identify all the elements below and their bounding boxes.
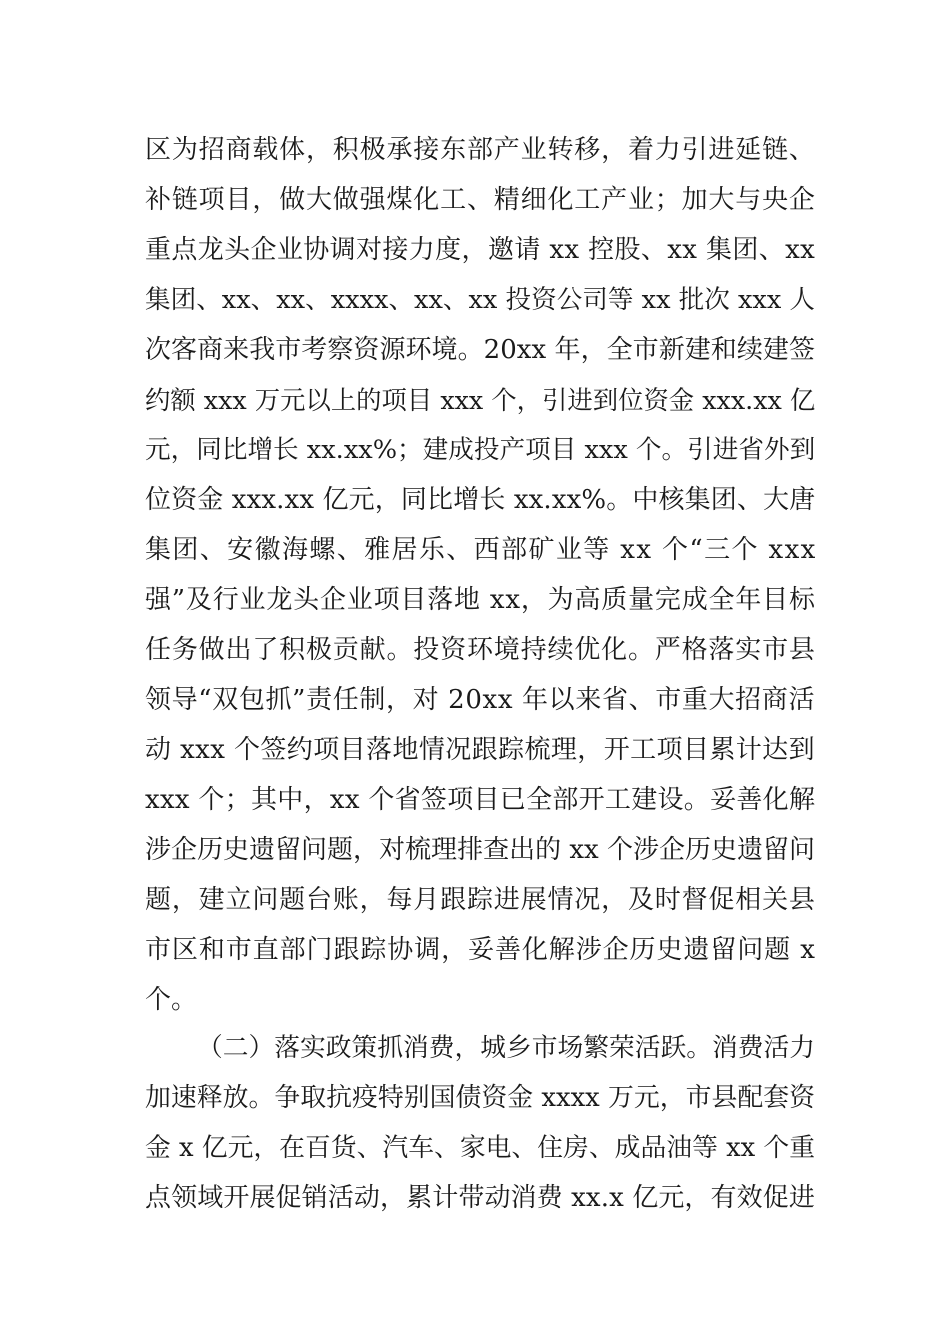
text-line: 次客商来我市考察资源环境。20xx 年，全市新建和续建签 bbox=[145, 335, 815, 365]
section-heading-line: （二）落实政策抓消费，城乡市场繁荣活跃。消费活力 bbox=[197, 1033, 815, 1063]
text-line: 市区和市直部门跟踪协调，妥善化解涉企历史遗留问题 x bbox=[145, 935, 816, 965]
text-line: 金 x 亿元，在百货、汽车、家电、住房、成品油等 xx 个重 bbox=[145, 1133, 815, 1163]
text-line: xxx 个；其中，xx 个省签项目已全部开工建设。妥善化解 bbox=[145, 785, 816, 815]
text-line: 任务做出了积极贡献。投资环境持续优化。严格落实市县 bbox=[145, 635, 816, 665]
text-line: 题，建立问题台账，每月跟踪进展情况，及时督促相关县 bbox=[145, 885, 816, 915]
text-line: 强”及行业龙头企业项目落地 xx，为高质量完成全年目标 bbox=[145, 585, 816, 615]
text-line: 集团、xx、xx、xxxx、xx、xx 投资公司等 xx 批次 xxx 人 bbox=[145, 285, 815, 315]
text-line: 元，同比增长 xx.xx%；建成投产项目 xxx 个。引进省外到 bbox=[145, 435, 816, 465]
text-line: 加速释放。争取抗疫特别国债资金 xxxx 万元，市县配套资 bbox=[145, 1083, 815, 1113]
text-line: 点领域开展促销活动，累计带动消费 xx.x 亿元，有效促进 bbox=[145, 1183, 815, 1213]
text-line: 动 xxx 个签约项目落地情况跟踪梳理，开工项目累计达到 bbox=[145, 735, 815, 765]
text-line: 区为招商载体，积极承接东部产业转移，着力引进延链、 bbox=[145, 135, 816, 165]
body-paragraph-1 bbox=[145, 125, 815, 1025]
text-line: 集团、安徽海螺、雅居乐、西部矿业等 xx 个“三个 xxx bbox=[145, 535, 817, 565]
text-line: 领导“双包抓”责任制，对 20xx 年以来省、市重大招商活 bbox=[145, 685, 816, 715]
text-line: 个。 bbox=[145, 985, 198, 1015]
text-line: 补链项目，做大做强煤化工、精细化工产业；加大与央企 bbox=[145, 185, 816, 215]
text-line: 约额 xxx 万元以上的项目 xxx 个，引进到位资金 xxx.xx 亿 bbox=[145, 385, 816, 415]
body-paragraph-2 bbox=[145, 1023, 815, 1223]
text-line: 位资金 xxx.xx 亿元，同比增长 xx.xx%。中核集团、大唐 bbox=[145, 485, 816, 515]
text-line: 重点龙头企业协调对接力度，邀请 xx 控股、xx 集团、xx bbox=[145, 235, 816, 265]
text-line: 涉企历史遗留问题，对梳理排查出的 xx 个涉企历史遗留问 bbox=[145, 835, 815, 865]
